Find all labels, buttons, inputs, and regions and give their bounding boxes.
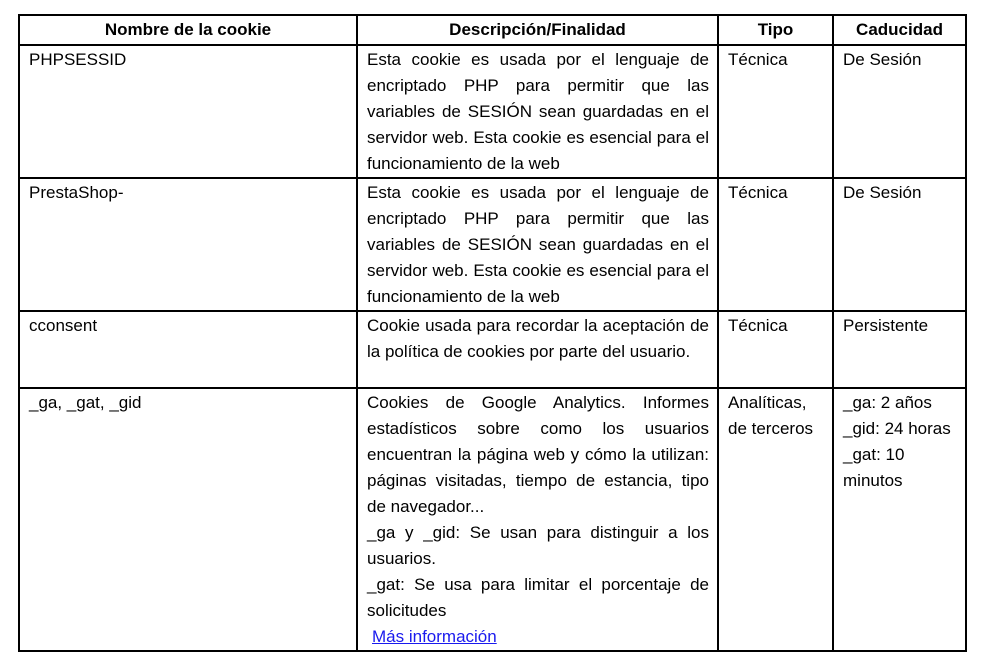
cookie-description <box>357 311 718 388</box>
link-paragraph <box>367 624 709 650</box>
cookie-type: Analíticas, de terceros <box>718 388 833 651</box>
cookie-name: cconsent <box>19 311 357 388</box>
cookie-type: Técnica <box>718 311 833 388</box>
mas-informacion-link[interactable]: Más información <box>372 627 497 646</box>
table-row-phpsessid <box>19 45 966 178</box>
cookie-name: PrestaShop- <box>19 178 357 311</box>
table-row-cconsent <box>19 311 966 388</box>
expiry-line: _gid: 24 horas <box>843 419 951 438</box>
expiry-line: Persistente <box>843 316 929 335</box>
column-header-caducidad: Caducidad <box>833 15 966 45</box>
table-row-google-analytics <box>19 388 966 651</box>
cookie-description <box>357 45 718 178</box>
description-paragraph: _ga y _gid: Se usan para distinguir a los usuarios. <box>367 523 709 568</box>
expiry-line: _ga: 2 años <box>843 393 932 412</box>
cookie-expiry <box>833 311 966 388</box>
cookie-name: _ga, _gat, _gid <box>19 388 357 651</box>
cookie-expiry <box>833 388 966 651</box>
description-paragraph: _gat: Se usa para limitar el porcentaje de solicitudes <box>367 575 709 620</box>
column-header-descripcion: Descripción/Finalidad <box>357 15 718 45</box>
description-paragraph: Cookie usada para recordar la aceptación de la política de cookies por parte del usuario. <box>367 316 709 361</box>
description-paragraph: Esta cookie es usada por el lenguaje de encriptado PHP para permitir que las variables de SESIÓN sean guardadas en el servidor web. Esta cookie es esencial para el funcionamiento de la web <box>367 183 709 306</box>
cookie-type: Técnica <box>718 45 833 178</box>
cookie-description <box>357 178 718 311</box>
cookie-expiry <box>833 45 966 178</box>
expiry-line: De Sesión <box>843 50 922 69</box>
description-paragraph: Esta cookie es usada por el lenguaje de encriptado PHP para permitir que las variables de SESIÓN sean guardadas en el servidor web. Esta cookie es esencial para el funcionamiento de la web <box>367 50 709 173</box>
column-header-tipo: Tipo <box>718 15 833 45</box>
cookie-type: Técnica <box>718 178 833 311</box>
cookie-expiry <box>833 178 966 311</box>
expiry-line: De Sesión <box>843 183 922 202</box>
cookie-name: PHPSESSID <box>19 45 357 178</box>
table-row-prestashop <box>19 178 966 311</box>
description-paragraph: Cookies de Google Analytics. Informes estadísticos sobre como los usuarios encuentran la página web y cómo la utilizan: páginas visitadas, tiempo de estancia, tipo de navegador... <box>367 393 709 516</box>
column-header-nombre: Nombre de la cookie <box>19 15 357 45</box>
cookies-table <box>18 14 967 652</box>
cookie-description <box>357 388 718 651</box>
expiry-line: _gat: 10 minutos <box>843 445 905 490</box>
header-row <box>19 15 966 45</box>
